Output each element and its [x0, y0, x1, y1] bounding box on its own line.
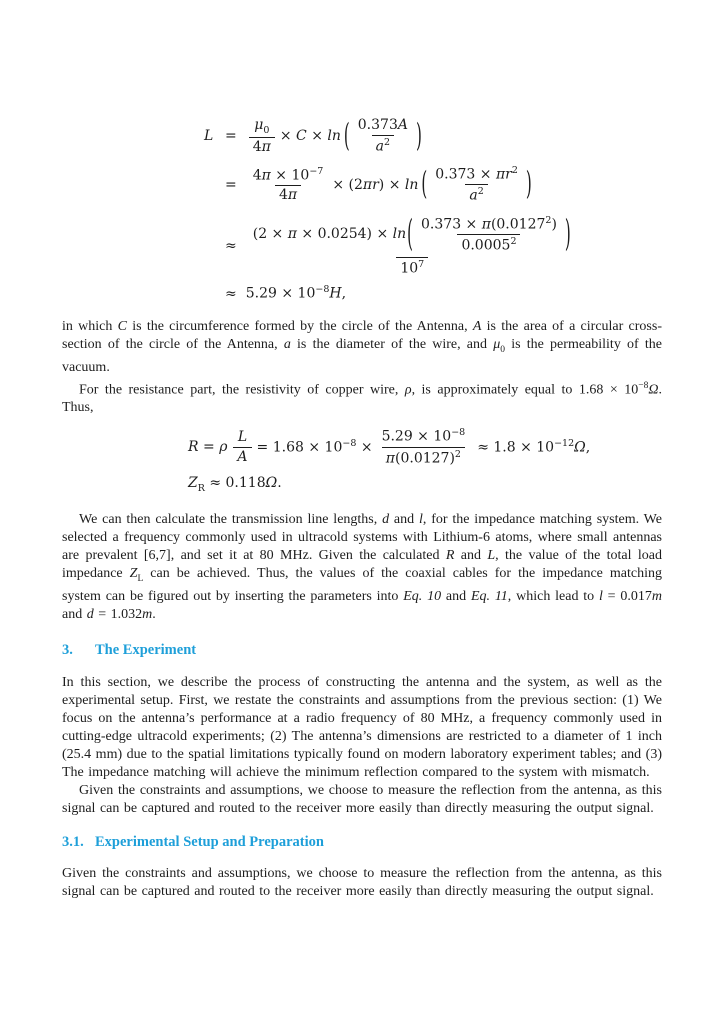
fraction-529e-8-pi0127: $\frac{5.29 \times 10^{-8}}{\pi(0.0127)^2}$	[381, 427, 466, 467]
open-paren: (	[407, 212, 414, 256]
fraction-0373A-a2: $\frac{0.373A}{a^2}$	[357, 117, 408, 155]
equation-inductance-line1	[204, 116, 662, 157]
resistance-lhs: R = ρ	[188, 439, 228, 456]
section-title: The Experiment	[95, 641, 197, 658]
paragraph-measurement-choice: Given the constraints and assumptions, we choose to measure the reflection from the antenna, as this signal can be captured and routed to the receiver more easily than directly measuring the output signal.	[62, 782, 662, 816]
equals-sign: =	[225, 176, 237, 193]
fraction-0373pir2-a2: $\frac{0.373 \times \pi r^2}{a^2}$	[435, 164, 518, 205]
open-paren: (	[343, 116, 350, 155]
equation-middle-term: × (2πr) × ln	[332, 176, 419, 193]
equation-resistance-line1	[188, 426, 662, 468]
equation-middle-term: × C × ln	[279, 128, 341, 145]
paragraph-transmission-lines: We can then calculate the transmission line lengths, d and l, for the impedance matching system. We selected a frequency commonly used in ultracold systems with Lithium-6 atoms, where small antennas are prevalent [6,7], and set it at 80 MHz. Given the calculated R and L, the value of the total load impedance $Z_L$ can be achieved. Thus, the values of the coaxial cables for the impedance matching system can be figured out by inserting the parameters into Eq. 10 and Eq. 11, which lead to l = 0.017m and d = 1.032m.	[62, 512, 663, 622]
denominator-10e7: $10^7$	[396, 257, 428, 278]
big-fraction-over-10e7	[249, 213, 576, 278]
section-number: 3.1.	[62, 833, 84, 850]
section-heading-experiment	[62, 641, 662, 659]
impedance-ZR-result: $Z_R \approx 0.118\Omega$.	[188, 475, 282, 495]
approx-sign: ≈	[225, 285, 237, 302]
equation-lhs-L: L	[204, 128, 214, 145]
fraction-inner: $\frac{0.373 \times \pi(0.0127^2)}{0.0005^2}$	[421, 214, 557, 254]
section-heading-setup	[62, 833, 662, 851]
equation-inductance-line2	[204, 164, 662, 206]
close-paren: )	[415, 116, 422, 155]
paragraph-variable-definitions: in which C is the circumference formed by the circle of the Antenna, A is the area of a circular cross-section of the circle of the Antenna, a is the diameter of the wire, and $\mu_0$ is the permeability of the vacuum.	[62, 319, 662, 375]
resistance-result: ≈ $1.8 \times 10^{-12}\Omega$,	[477, 438, 591, 456]
equation-inductance-line4	[204, 285, 662, 302]
equation-inductance	[204, 116, 662, 302]
open-paren: (	[421, 164, 428, 203]
fraction-L-A: $\frac{L}{A}$	[233, 428, 251, 467]
equation-resistance-line2	[188, 475, 662, 495]
section-title: Experimental Setup and Preparation	[95, 833, 324, 850]
fraction-mu0-4pi: $\frac{\mu_0}{4\pi}$	[249, 116, 275, 157]
paragraph-resistivity: For the resistance part, the resistivity of copper wire, ρ, is approximately equal to $1.68 \times 10^{-8}\Omega$. Thus,	[62, 380, 662, 416]
paragraph-setup: Given the constraints and assumptions, we choose to measure the reflection from the antenna, as this signal can be captured and routed to the receiver more easily than directly measuring the output signal.	[62, 865, 662, 899]
paragraph-experiment-intro: In this section, we describe the process of constructing the antenna and the system, as well as the experimental setup. First, we restate the constraints and assumptions from the previous section: (1) We focus on the antenna’s performance at a radio frequency of 80 MHz, a frequency commonly used in cutting-edge ultracold experiments; (2) The antenna’s dimensions are restricted to a diameter of 1 inch (25.4 mm) due to the spatial limitations typically found on modern laboratory experiment tables; and (3) The impedance matching will achieve the minimum reflection compared to the system with mismatch.	[62, 674, 662, 780]
equation-middle-term: = $1.68 \times 10^{-8}$ ×	[256, 438, 373, 456]
inductance-result: $5.29 \times 10^{-8}H$,	[245, 284, 347, 302]
approx-sign: ≈	[225, 237, 237, 254]
equals-sign: =	[225, 128, 237, 145]
fraction-4pi10-7-4pi: $\frac{4\pi \times 10^{-7}}{4\pi}$	[252, 165, 324, 204]
numerator-left-term: (2 × π × 0.0254) × ln	[252, 226, 407, 243]
equation-resistance	[188, 426, 662, 495]
equation-inductance-line3	[204, 213, 662, 278]
close-paren: )	[564, 212, 571, 256]
close-paren: )	[525, 164, 532, 203]
section-number: 3.	[62, 641, 73, 658]
